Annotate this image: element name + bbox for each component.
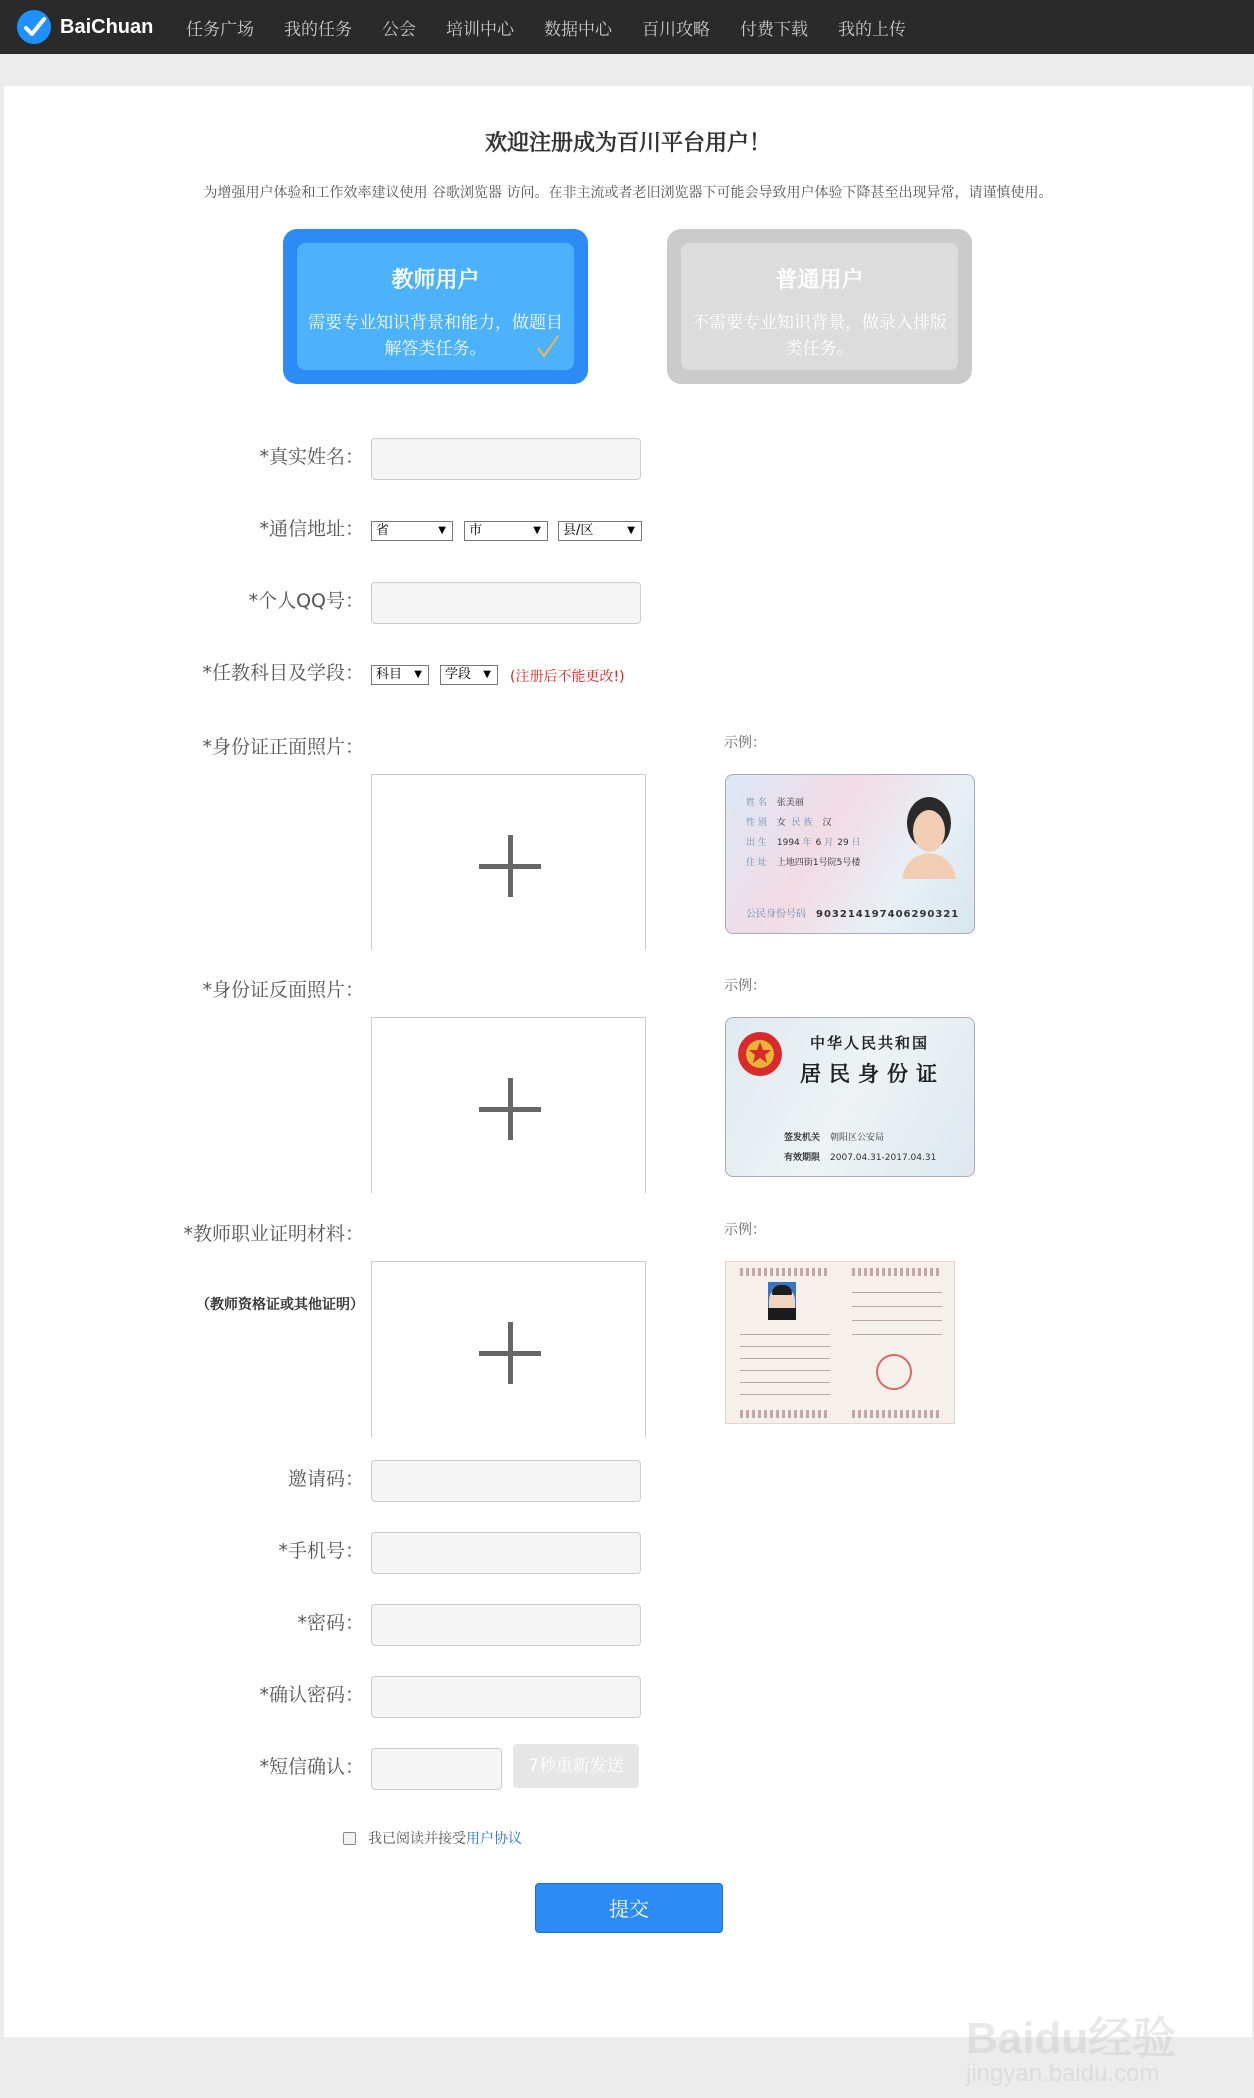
teacher-cert-sub-label: （教师资格证或其他证明）	[196, 1297, 364, 1313]
id-back-doc-title: 居民身份证	[800, 1061, 945, 1086]
subject-warning: (注册后不能更改!)	[510, 669, 625, 685]
invite-code-label: 邀请码：	[287, 1468, 364, 1490]
submit-button[interactable]: 提交	[535, 1883, 723, 1933]
plus-icon-bar	[479, 864, 541, 869]
chevron-down-icon: ▼	[627, 525, 635, 536]
password-input[interactable]	[371, 1604, 641, 1646]
cert-text-line	[852, 1306, 942, 1307]
plus-icon-bar	[479, 1351, 541, 1356]
teacher-cert-label: *教师职业证明材料：	[183, 1223, 364, 1245]
chevron-down-icon: ▼	[533, 525, 541, 536]
cert-border-band	[852, 1410, 942, 1418]
nav-guide[interactable]: 百川攻略	[642, 19, 710, 40]
real-name-label: *真实姓名：	[259, 446, 364, 468]
id-back-country: 中华人民共和国	[810, 1034, 930, 1052]
id-address-row: 住 址 上地四街1号院5号楼	[746, 858, 861, 868]
confirm-password-label: *确认密码：	[259, 1684, 364, 1706]
district-value: 县/区	[563, 523, 594, 538]
nav-training-center[interactable]: 培训中心	[446, 19, 514, 40]
id-name-row: 姓 名 张美丽	[746, 798, 804, 808]
cert-text-line	[852, 1292, 942, 1293]
cert-border-band	[740, 1268, 830, 1276]
address-label: *通信地址：	[259, 518, 364, 540]
nav-data-center[interactable]: 数据中心	[544, 19, 612, 40]
subject-value: 科目	[376, 667, 403, 682]
nav-task-square[interactable]: 任务广场	[186, 19, 254, 40]
nav-paid-download[interactable]: 付费下载	[740, 19, 808, 40]
cert-photo-suit	[768, 1308, 796, 1320]
watermark-main: Baidu经验	[966, 2014, 1177, 2063]
stage-value: 学段	[445, 667, 472, 682]
top-nav-bar	[0, 0, 1254, 54]
nav-my-tasks[interactable]: 我的任务	[284, 19, 352, 40]
teacher-cert-example-image	[725, 1261, 955, 1424]
cert-text-line	[740, 1358, 830, 1359]
main-nav	[186, 0, 936, 54]
teacher-user-card[interactable]	[283, 229, 588, 384]
phone-label: *手机号：	[278, 1540, 364, 1562]
invite-code-input[interactable]	[371, 1460, 641, 1502]
id-back-upload[interactable]	[371, 1017, 646, 1193]
normal-user-card[interactable]	[667, 229, 972, 384]
id-front-example-image	[725, 774, 975, 934]
watermark-sub: jingyan.baidu.com	[966, 2060, 1160, 2087]
city-select[interactable]	[464, 521, 548, 541]
cert-text-line	[740, 1370, 830, 1371]
selected-check-icon	[534, 334, 560, 360]
normal-card-body	[681, 243, 958, 370]
id-back-example-image	[725, 1017, 975, 1177]
cert-border-band	[852, 1268, 942, 1276]
browser-notice: 为增强用户体验和工作效率建议使用 谷歌浏览器 访问。在非主流或者老旧浏览器下可能会导致用户体验下降甚至出现异常，请谨慎使用。	[203, 185, 1053, 201]
teacher-card-title: 教师用户	[391, 268, 480, 293]
plus-icon-bar	[479, 1107, 541, 1112]
normal-card-title: 普通用户	[775, 268, 864, 293]
sms-code-input[interactable]	[371, 1748, 502, 1790]
password-label: *密码：	[297, 1612, 364, 1634]
agree-checkbox[interactable]	[343, 1832, 356, 1845]
registration-panel	[4, 86, 1252, 2087]
resend-sms-button[interactable]: 7秒重新发送	[513, 1744, 639, 1788]
province-select[interactable]	[371, 521, 453, 541]
nav-my-uploads[interactable]: 我的上传	[838, 19, 906, 40]
agree-text: 我已阅读并接受	[368, 1831, 466, 1847]
agreement-row	[343, 1828, 522, 1848]
subject-stage-label: *任教科目及学段：	[202, 662, 364, 684]
phone-input[interactable]	[371, 1532, 641, 1574]
id-back-example-label: 示例：	[724, 978, 766, 994]
city-value: 市	[469, 523, 483, 538]
teacher-cert-example-label: 示例：	[724, 1222, 766, 1238]
brand-name: BaiChuan	[60, 15, 154, 38]
national-emblem-icon	[736, 1030, 784, 1078]
confirm-password-input[interactable]	[371, 1676, 641, 1718]
cert-text-line	[852, 1334, 942, 1335]
portrait-photo	[896, 793, 962, 879]
cert-stamp	[876, 1354, 912, 1390]
cert-text-line	[740, 1346, 830, 1347]
cert-text-line	[740, 1382, 830, 1383]
cert-text-line	[740, 1394, 830, 1395]
id-front-label: *身份证正面照片：	[202, 736, 364, 758]
nav-guild[interactable]: 公会	[382, 19, 416, 40]
id-front-example-label: 示例：	[724, 735, 766, 751]
id-birth-row: 出 生 1994 年 6 月 29 日	[746, 838, 861, 848]
baichuan-logo-icon	[16, 9, 52, 45]
teacher-cert-upload[interactable]	[371, 1261, 646, 1437]
baidu-watermark	[962, 1988, 1202, 2098]
cert-photo-hair	[772, 1285, 792, 1295]
page-title: 欢迎注册成为百川平台用户！	[484, 131, 771, 156]
subject-select[interactable]	[371, 665, 429, 685]
real-name-input[interactable]	[371, 438, 641, 480]
sms-label: *短信确认：	[259, 1756, 364, 1778]
id-authority-row: 签发机关 朝阳区公安局	[784, 1133, 885, 1143]
stage-select[interactable]	[440, 665, 498, 685]
cert-text-line	[852, 1320, 942, 1321]
id-validity-row: 有效期限 2007.04.31-2017.04.31	[784, 1153, 937, 1163]
qq-input[interactable]	[371, 582, 641, 624]
brand-logo[interactable]	[16, 8, 153, 46]
district-select[interactable]	[558, 521, 642, 541]
id-gender-row: 性 别 女 民 族 汉	[746, 818, 832, 828]
teacher-card-body	[297, 243, 574, 370]
id-front-upload[interactable]	[371, 774, 646, 950]
id-back-label: *身份证反面照片：	[202, 979, 364, 1001]
normal-card-desc: 不需要专业知识背景，做录入排版类任务。	[692, 313, 947, 359]
chevron-down-icon: ▼	[414, 669, 422, 680]
user-agreement-link[interactable]: 用户协议	[466, 1831, 522, 1847]
teacher-card-desc: 需要专业知识背景和能力，做题目解答类任务。	[308, 313, 563, 359]
chevron-down-icon: ▼	[483, 669, 491, 680]
id-number-row: 公民身份号码 903214197406290321	[746, 909, 960, 920]
cert-text-line	[740, 1334, 830, 1335]
cert-border-band	[740, 1410, 830, 1418]
qq-label: *个人QQ号：	[248, 590, 364, 612]
province-value: 省	[376, 523, 390, 538]
chevron-down-icon: ▼	[438, 525, 446, 536]
